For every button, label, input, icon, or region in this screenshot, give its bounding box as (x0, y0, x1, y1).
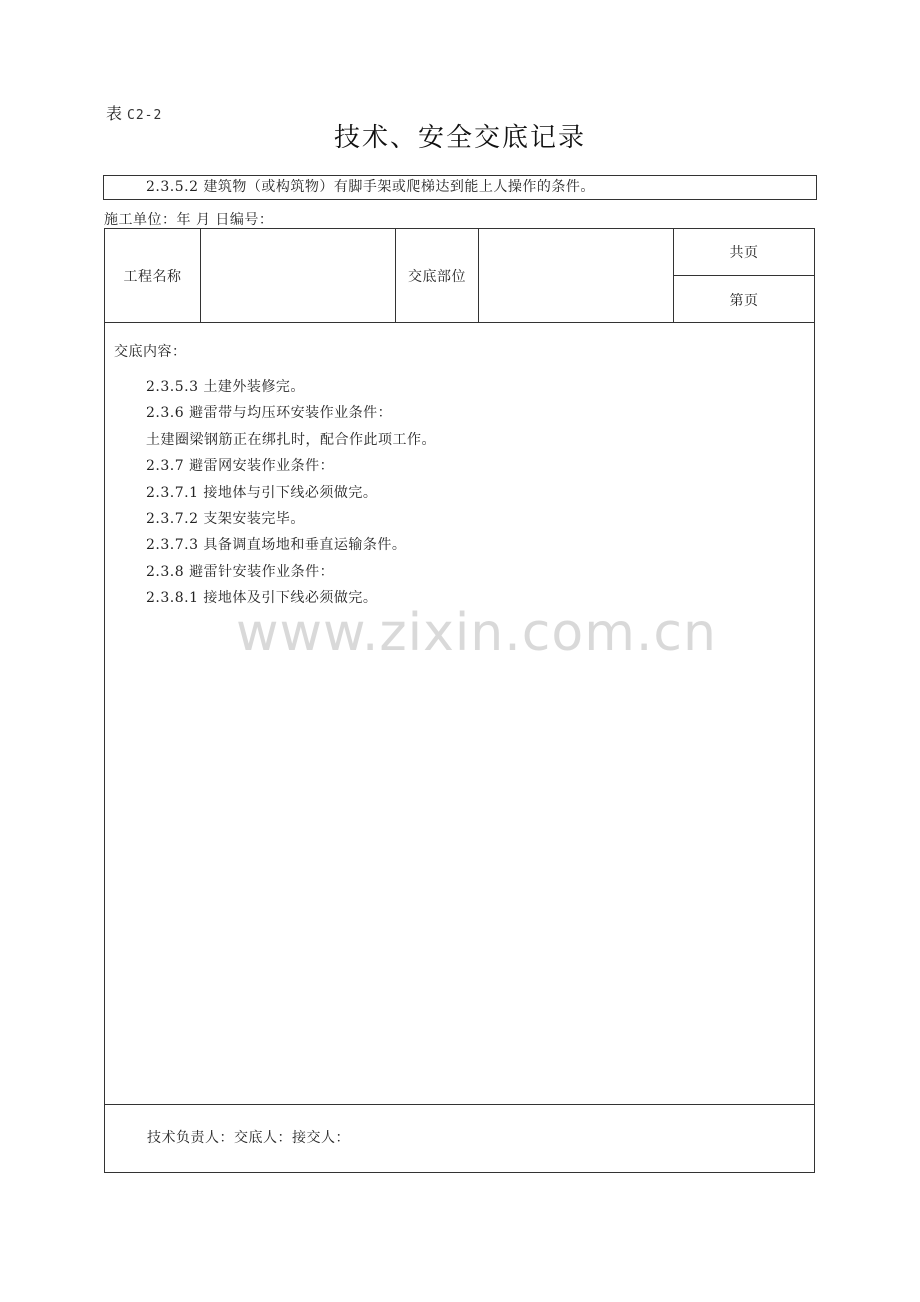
disclosure-form (104, 228, 815, 1173)
total-pages-label: 共页 (674, 229, 814, 276)
content-line: 土建圈梁钢筋正在绑扎时，配合作此项工作。 (146, 431, 436, 448)
form-label: 表 (106, 104, 124, 123)
content-line: 2.3.7.2 支架安装完毕。 (146, 511, 305, 528)
carryover-text-box: 2.3.5.2 建筑物（或构筑物）有脚手架或爬梯达到能上人操作的条件。 (103, 175, 817, 200)
project-name-label: 工程名称 (105, 229, 201, 322)
content-label: 交底内容： (114, 344, 187, 360)
page-count-cell (674, 229, 814, 322)
construction-unit-line: 施工单位：年 月 日编号： (104, 212, 274, 228)
disclosure-part-label: 交底部位 (396, 229, 479, 322)
content-line: 2.3.5.3 土建外装修完。 (146, 379, 305, 395)
project-name-field[interactable] (201, 229, 396, 322)
page-title: 技术、安全交底记录 (333, 123, 586, 153)
signature-line: 技术负责人：交底人：接交人： (147, 1130, 350, 1146)
content-list (146, 374, 436, 612)
form-code-value: C2-2 (127, 108, 163, 123)
content-line: 2.3.8.1 接地体及引下线必须做完。 (146, 590, 378, 607)
content-line: 2.3.7.3 具备调直场地和垂直运输条件。 (146, 537, 407, 554)
page-number-label: 第页 (729, 292, 759, 309)
content-line: 2.3.7.1 接地体与引下线必须做完。 (146, 484, 378, 501)
content-line: 2.3.7 避雷网安装作业条件： (146, 458, 335, 475)
form-header-row (105, 229, 814, 323)
content-line: 2.3.8 避雷针安装作业条件： (146, 563, 335, 580)
disclosure-content-area (105, 323, 814, 1105)
content-line: 2.3.6 避雷带与均压环安装作业条件： (146, 405, 393, 422)
watermark: www.zixin.com.cn (236, 603, 717, 663)
disclosure-part-field[interactable] (479, 229, 674, 322)
